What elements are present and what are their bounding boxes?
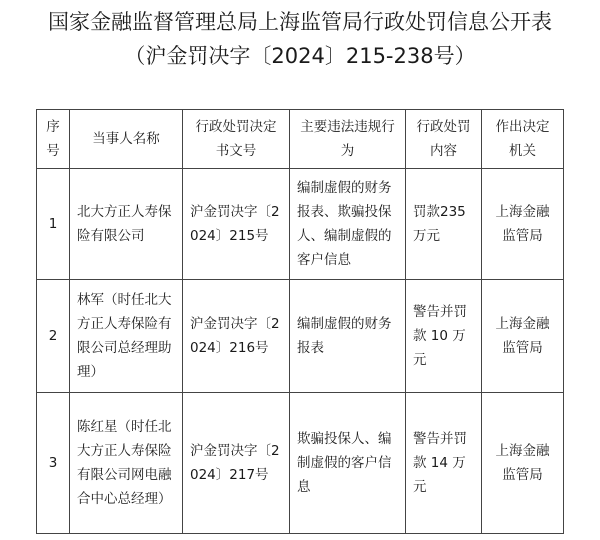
header-penalty: 行政处罚内容 <box>406 110 482 169</box>
cell-authority: 上海金融监管局 <box>482 280 564 393</box>
cell-penalty: 罚款235万元 <box>406 169 482 280</box>
cell-violation: 欺骗投保人、编制虚假的客户信息 <box>290 393 406 534</box>
cell-violation: 编制虚假的财务报表、欺骗投保人、编制虚假的客户信息 <box>290 169 406 280</box>
cell-seq: 2 <box>37 280 70 393</box>
cell-violation: 编制虚假的财务报表 <box>290 280 406 393</box>
cell-doc-no: 沪金罚决字〔2024〕216号 <box>183 280 290 393</box>
header-authority: 作出决定机关 <box>482 110 564 169</box>
table-row <box>37 393 564 534</box>
header-violation: 主要违法违规行为 <box>290 110 406 169</box>
cell-doc-no: 沪金罚决字〔2024〕215号 <box>183 169 290 280</box>
cell-seq: 3 <box>37 393 70 534</box>
cell-penalty: 警告并罚款 14 万元 <box>406 393 482 534</box>
penalty-table <box>36 109 564 534</box>
cell-authority: 上海金融监管局 <box>482 393 564 534</box>
cell-doc-no: 沪金罚决字〔2024〕217号 <box>183 393 290 534</box>
cell-party: 林军（时任北大方正人寿保险有限公司总经理助理） <box>70 280 183 393</box>
table-row <box>37 169 564 280</box>
header-seq: 序号 <box>37 110 70 169</box>
document-title: 国家金融监督管理总局上海监管局行政处罚信息公开表 <box>48 10 552 34</box>
cell-party: 北大方正人寿保险有限公司 <box>70 169 183 280</box>
header-doc-no: 行政处罚决定书文号 <box>183 110 290 169</box>
cell-seq: 1 <box>37 169 70 280</box>
header-party: 当事人名称 <box>70 110 183 169</box>
cell-party: 陈红星（时任北大方正人寿保险有限公司网电融合中心总经理） <box>70 393 183 534</box>
cell-penalty: 警告并罚款 10 万元 <box>406 280 482 393</box>
table-row <box>37 280 564 393</box>
document-subtitle: （沪金罚决字〔2024〕215-238号） <box>124 44 476 68</box>
cell-authority: 上海金融监管局 <box>482 169 564 280</box>
table-header-row <box>37 110 564 169</box>
